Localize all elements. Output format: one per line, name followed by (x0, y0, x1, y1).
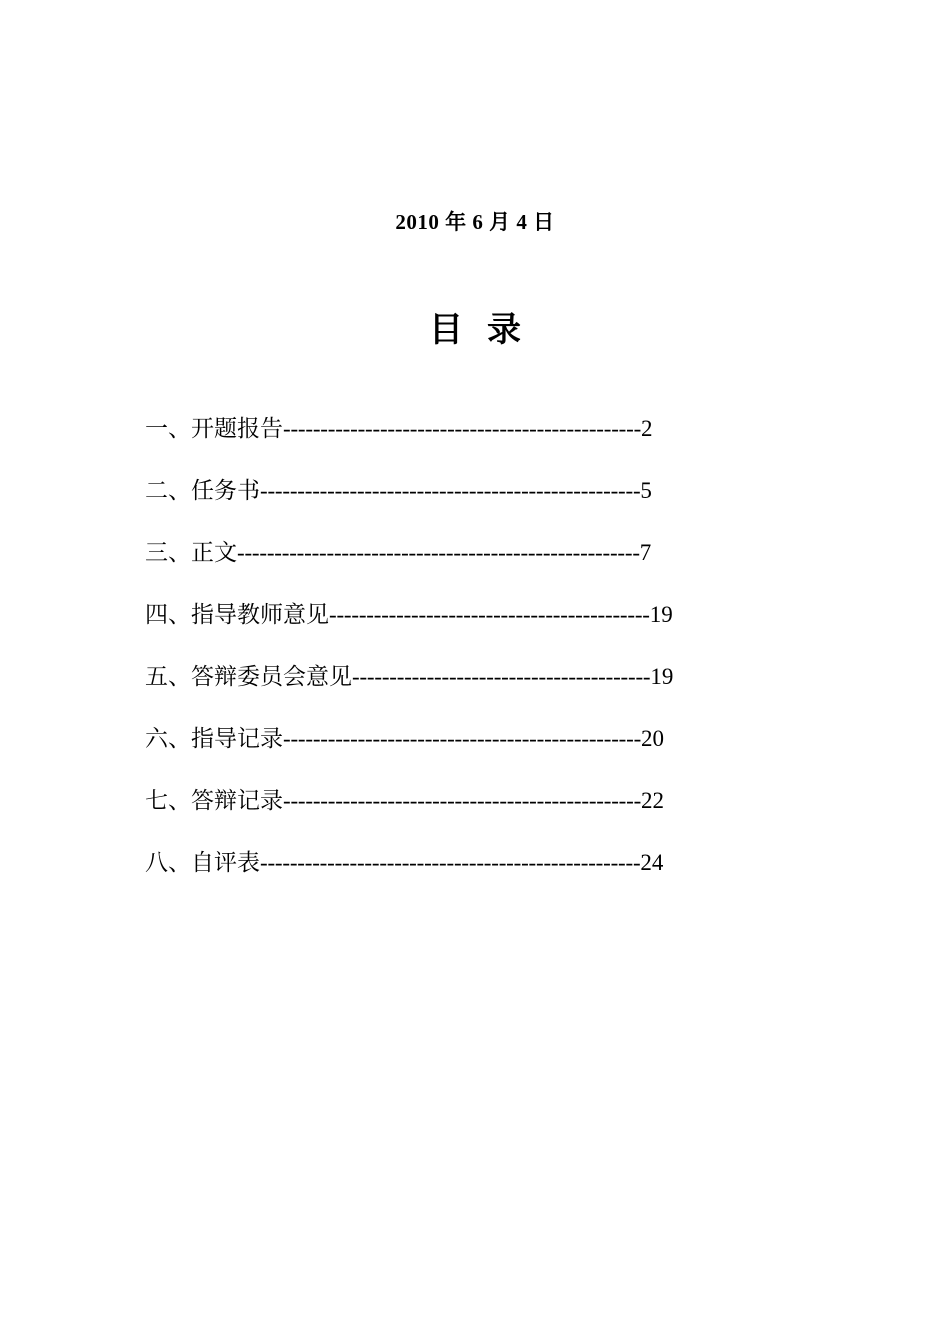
toc-entry-label: 六、指导记录 (145, 726, 283, 751)
toc-entry-page: 7 (639, 540, 652, 565)
toc-entry-leader: ------------------------------------------------ (283, 726, 642, 751)
toc-entry-leader: --------------------------------------------------- (260, 478, 641, 503)
toc-entry-page: 19 (650, 664, 674, 689)
toc-entry-page: 2 (641, 416, 653, 441)
toc-entry (145, 658, 805, 720)
toc-entry (145, 596, 805, 658)
toc-entry (145, 472, 805, 534)
toc-entry-page: 19 (649, 602, 673, 627)
table-of-contents (145, 410, 805, 906)
toc-entry-leader: ------------------------------------------------ (283, 416, 642, 441)
toc-entry-label: 七、答辩记录 (145, 788, 283, 813)
toc-entry-page: 24 (640, 850, 664, 875)
toc-entry-page: 5 (640, 478, 652, 503)
toc-entry-label: 三、正文 (145, 540, 237, 565)
toc-entry (145, 534, 805, 596)
toc-entry-label: 八、自评表 (145, 850, 260, 875)
toc-entry (145, 782, 805, 844)
toc-entry-page: 22 (641, 788, 665, 813)
toc-entry-leader: ------------------------------------------------ (283, 788, 642, 813)
toc-entry-label: 四、指导教师意见 (145, 602, 329, 627)
toc-entry (145, 410, 805, 472)
toc-entry-label: 二、任务书 (145, 478, 260, 503)
toc-entry-label: 五、答辩委员会意见 (145, 664, 352, 689)
toc-entry-leader: --------------------------------------------------- (260, 850, 641, 875)
page-title: 目录 (429, 310, 545, 350)
toc-entry-leader: ---------------------------------------- (352, 664, 651, 689)
toc-entry-label: 一、开题报告 (145, 416, 283, 441)
toc-entry (145, 844, 805, 906)
toc-entry-page: 20 (641, 726, 665, 751)
toc-entry (145, 720, 805, 782)
toc-entry-leader: ------------------------------------------- (329, 602, 650, 627)
toc-entry-leader: ------------------------------------------------------ (237, 540, 640, 565)
date-line: 2010 年 6 月 4 日 (395, 210, 555, 234)
